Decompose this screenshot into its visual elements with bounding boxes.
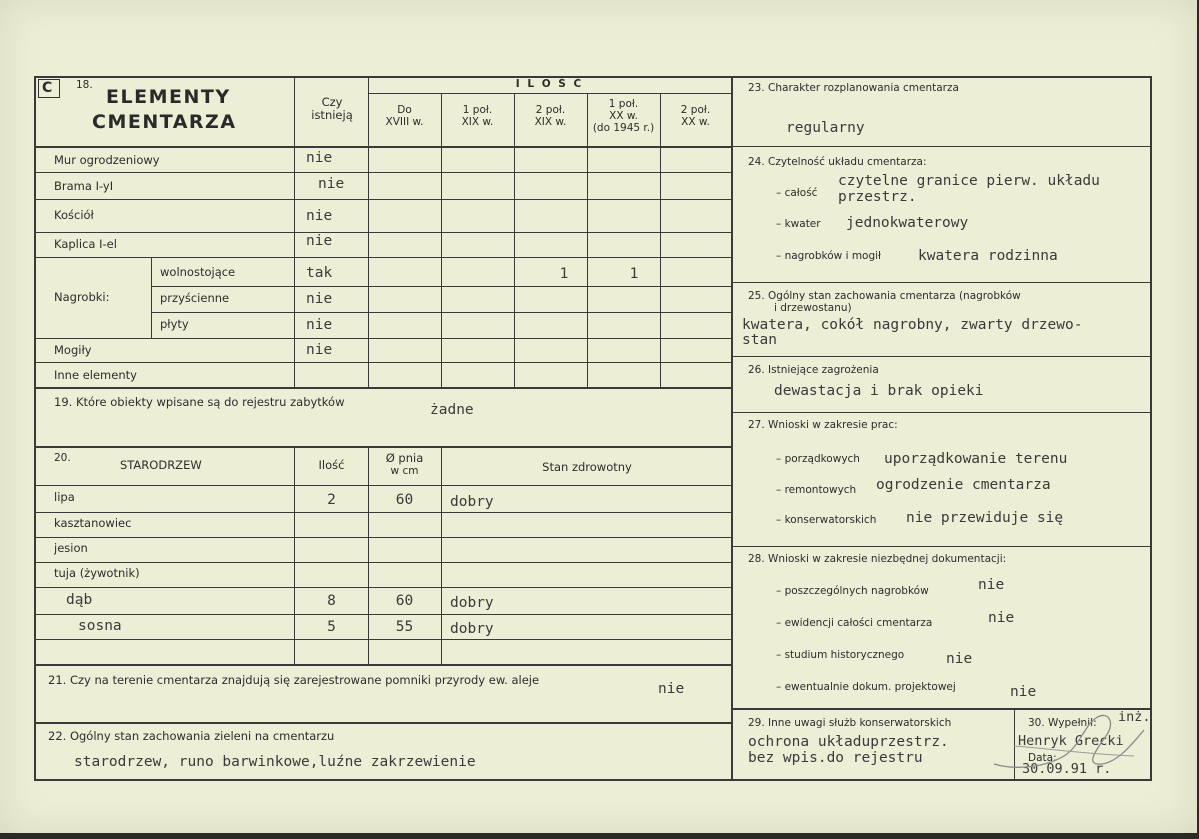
s30-date: 30.09.91 r. bbox=[1022, 761, 1112, 777]
s24-calosc-label: – całość bbox=[776, 187, 818, 199]
s27-item-value: nie przewiduje się bbox=[906, 510, 1064, 526]
tree-count: 2 bbox=[327, 492, 336, 508]
row-mur-value: nie bbox=[306, 150, 333, 166]
period-2-line1: 1 poł. bbox=[462, 104, 493, 116]
tree-name: lipa bbox=[54, 490, 75, 504]
section-letter: C bbox=[42, 80, 53, 96]
nagrobki-label: Nagrobki: bbox=[54, 290, 110, 304]
s29-label: 29. Inne uwagi służb konserwatorskich bbox=[748, 717, 952, 729]
period-5-line2: XX w. bbox=[681, 116, 710, 129]
s20-col-stan: Stan zdrowotny bbox=[542, 460, 632, 474]
period-header-3 bbox=[514, 104, 587, 128]
tree-name: tuja (żywotnik) bbox=[54, 566, 140, 580]
period-1-line2: XVIII w. bbox=[385, 116, 424, 129]
row-brama-label: Brama I-yI bbox=[54, 179, 114, 193]
s30-date-label: Data: bbox=[1028, 752, 1057, 764]
row-kosciol-value: nie bbox=[306, 208, 333, 224]
period-3-line1: 2 poł. bbox=[535, 104, 566, 116]
tree-state: dobry bbox=[450, 621, 494, 637]
s27-item-label: – remontowych bbox=[776, 484, 857, 496]
title-line2: CMENTARZA bbox=[92, 111, 237, 133]
period-header-1 bbox=[368, 104, 441, 128]
s30-name: Henryk Grecki bbox=[1018, 733, 1124, 749]
s28-item-label: – ewidencji całości cmentarza bbox=[776, 617, 933, 629]
row-przyscienne-value: nie bbox=[306, 291, 333, 307]
tree-name: jesion bbox=[54, 541, 88, 555]
tree-diameter: 55 bbox=[395, 619, 414, 635]
period-4-line3: (do 1945 r.) bbox=[592, 122, 655, 135]
period-5-line1: 2 poł. bbox=[680, 104, 711, 116]
s19-label: 19. Które obiekty wpisane są do rejestru zabytków bbox=[54, 395, 345, 409]
s21-value: nie bbox=[658, 681, 685, 697]
s28-item-value: nie bbox=[978, 577, 1005, 593]
s27-item-value: uporządkowanie terenu bbox=[884, 451, 1068, 467]
s29-value-line1: ochrona układuprzestrz. bbox=[748, 734, 949, 750]
s28-item-label: – studium historycznego bbox=[776, 649, 905, 661]
row-wolnostojace-p4: 1 bbox=[629, 266, 639, 282]
czy-istnieja-line2: istnieją bbox=[311, 108, 353, 123]
s24-kwater-label: – kwater bbox=[776, 218, 821, 230]
row-kaplica-label: Kaplica I-el bbox=[54, 237, 117, 251]
row-wolnostojace-value: tak bbox=[306, 265, 333, 281]
tree-name: dąb bbox=[66, 592, 93, 608]
czy-istnieja-line1: Czy bbox=[321, 95, 343, 109]
row-plyty-label: płyty bbox=[160, 317, 189, 331]
s28-label: 28. Wnioski w zakresie niezbędnej dokumentacji: bbox=[748, 553, 1007, 565]
s20-number: 20. bbox=[54, 452, 71, 464]
row-kosciol-label: Kościół bbox=[54, 208, 94, 222]
s30-title: inż. bbox=[1118, 709, 1151, 725]
tree-count: 5 bbox=[327, 619, 336, 635]
title-line1: ELEMENTY bbox=[106, 86, 231, 108]
s24-nagrobkow-value: kwatera rodzinna bbox=[918, 248, 1058, 264]
s20-col-ilosc: Ilość bbox=[318, 458, 345, 472]
s23-label: 23. Charakter rozplanowania cmentarza bbox=[748, 82, 959, 94]
row-inne-label: Inne elementy bbox=[54, 368, 137, 382]
tree-name: sosna bbox=[78, 618, 122, 634]
period-2-line2: XIX w. bbox=[461, 116, 494, 129]
period-header-4 bbox=[587, 98, 660, 134]
row-wolnostojace-p3: 1 bbox=[559, 266, 569, 282]
row-mur-label: Mur ogrodzeniowy bbox=[54, 153, 160, 167]
s24-nagrobkow-label: – nagrobków i mogił bbox=[776, 250, 882, 262]
s27-item-value: ogrodzenie cmentarza bbox=[876, 477, 1051, 493]
period-4-line1: 1 poł. bbox=[608, 98, 639, 110]
row-brama-value: nie bbox=[318, 176, 345, 192]
period-header-2 bbox=[441, 104, 514, 128]
s28-item-label: – ewentualnie dokum. projektowej bbox=[776, 681, 956, 693]
s25-label-line1: 25. Ogólny stan zachowania cmentarza (nagrobków bbox=[748, 290, 1021, 302]
s24-calosc-value-line2: przestrz. bbox=[838, 189, 917, 205]
s20-col-pnia-line1: Ø pnia bbox=[385, 451, 424, 465]
tree-state: dobry bbox=[450, 595, 494, 611]
s28-item-value: nie bbox=[988, 610, 1015, 626]
row-przyscienne-label: przyścienne bbox=[160, 291, 230, 305]
s27-label: 27. Wnioski w zakresie prac: bbox=[748, 419, 898, 431]
s24-calosc-value-line1: czytelne granice pierw. układu bbox=[838, 173, 1100, 189]
s28-item-label: – poszczególnych nagrobków bbox=[776, 585, 929, 597]
period-4-line2: XX w. bbox=[609, 110, 638, 123]
tree-count: 8 bbox=[327, 593, 336, 609]
s28-item-value: nie bbox=[946, 651, 973, 667]
s26-label: 26. Istniejące zagrożenia bbox=[748, 364, 879, 376]
section-number: 18. bbox=[76, 79, 93, 91]
tree-state: dobry bbox=[450, 494, 494, 510]
czy-istnieja-label bbox=[296, 96, 368, 122]
period-3-line2: XIX w. bbox=[534, 116, 567, 129]
s23-value: regularny bbox=[786, 120, 865, 136]
s21-label: 21. Czy na terenie cmentarza znajdują się zarejestrowane pomniki przyrody ew. aleje bbox=[48, 673, 540, 687]
period-header-5 bbox=[660, 104, 731, 128]
tree-diameter: 60 bbox=[395, 593, 414, 609]
s25-label-line2: i drzewostanu) bbox=[774, 302, 852, 314]
s19-value: żadne bbox=[430, 402, 474, 418]
s20-col-pnia-line2: w cm bbox=[390, 465, 419, 478]
s22-label: 22. Ogólny stan zachowania zieleni na cmentarzu bbox=[48, 729, 335, 743]
row-wolnostojace-label: wolnostojące bbox=[160, 265, 236, 279]
s27-item-label: – konserwatorskich bbox=[776, 514, 877, 526]
row-mogily-value: nie bbox=[306, 342, 333, 358]
s25-value-line1: kwatera, cokół nagrobny, zwarty drzewo- bbox=[742, 317, 1083, 333]
s24-label: 24. Czytelność układu cmentarza: bbox=[748, 156, 927, 168]
s30-label: 30. Wypełnił: bbox=[1028, 717, 1097, 729]
period-1-line1: Do bbox=[397, 104, 412, 116]
tree-diameter: 60 bbox=[395, 492, 414, 508]
s25-value-line2: stan bbox=[742, 332, 777, 348]
signature-scribble bbox=[984, 696, 1152, 780]
tree-name: kasztanowiec bbox=[54, 516, 132, 530]
s20-title: STARODRZEW bbox=[120, 458, 202, 472]
form-sheet bbox=[34, 76, 1152, 782]
ilosc-header: I L O Ś Ć bbox=[515, 78, 584, 90]
row-mogily-label: Mogiły bbox=[54, 343, 92, 357]
s24-kwater-value: jednokwaterowy bbox=[846, 215, 969, 231]
s27-item-label: – porządkowych bbox=[776, 453, 860, 465]
s26-value: dewastacja i brak opieki bbox=[774, 383, 984, 399]
s20-col-pnia bbox=[368, 452, 441, 477]
s29-value-line2: bez wpis.do rejestru bbox=[748, 750, 923, 766]
row-plyty-value: nie bbox=[306, 317, 333, 333]
s28-item-value: nie bbox=[1010, 684, 1037, 700]
s22-value: starodrzew, runo barwinkowe,luźne zakrzewienie bbox=[74, 754, 476, 770]
row-kaplica-value: nie bbox=[306, 233, 333, 249]
